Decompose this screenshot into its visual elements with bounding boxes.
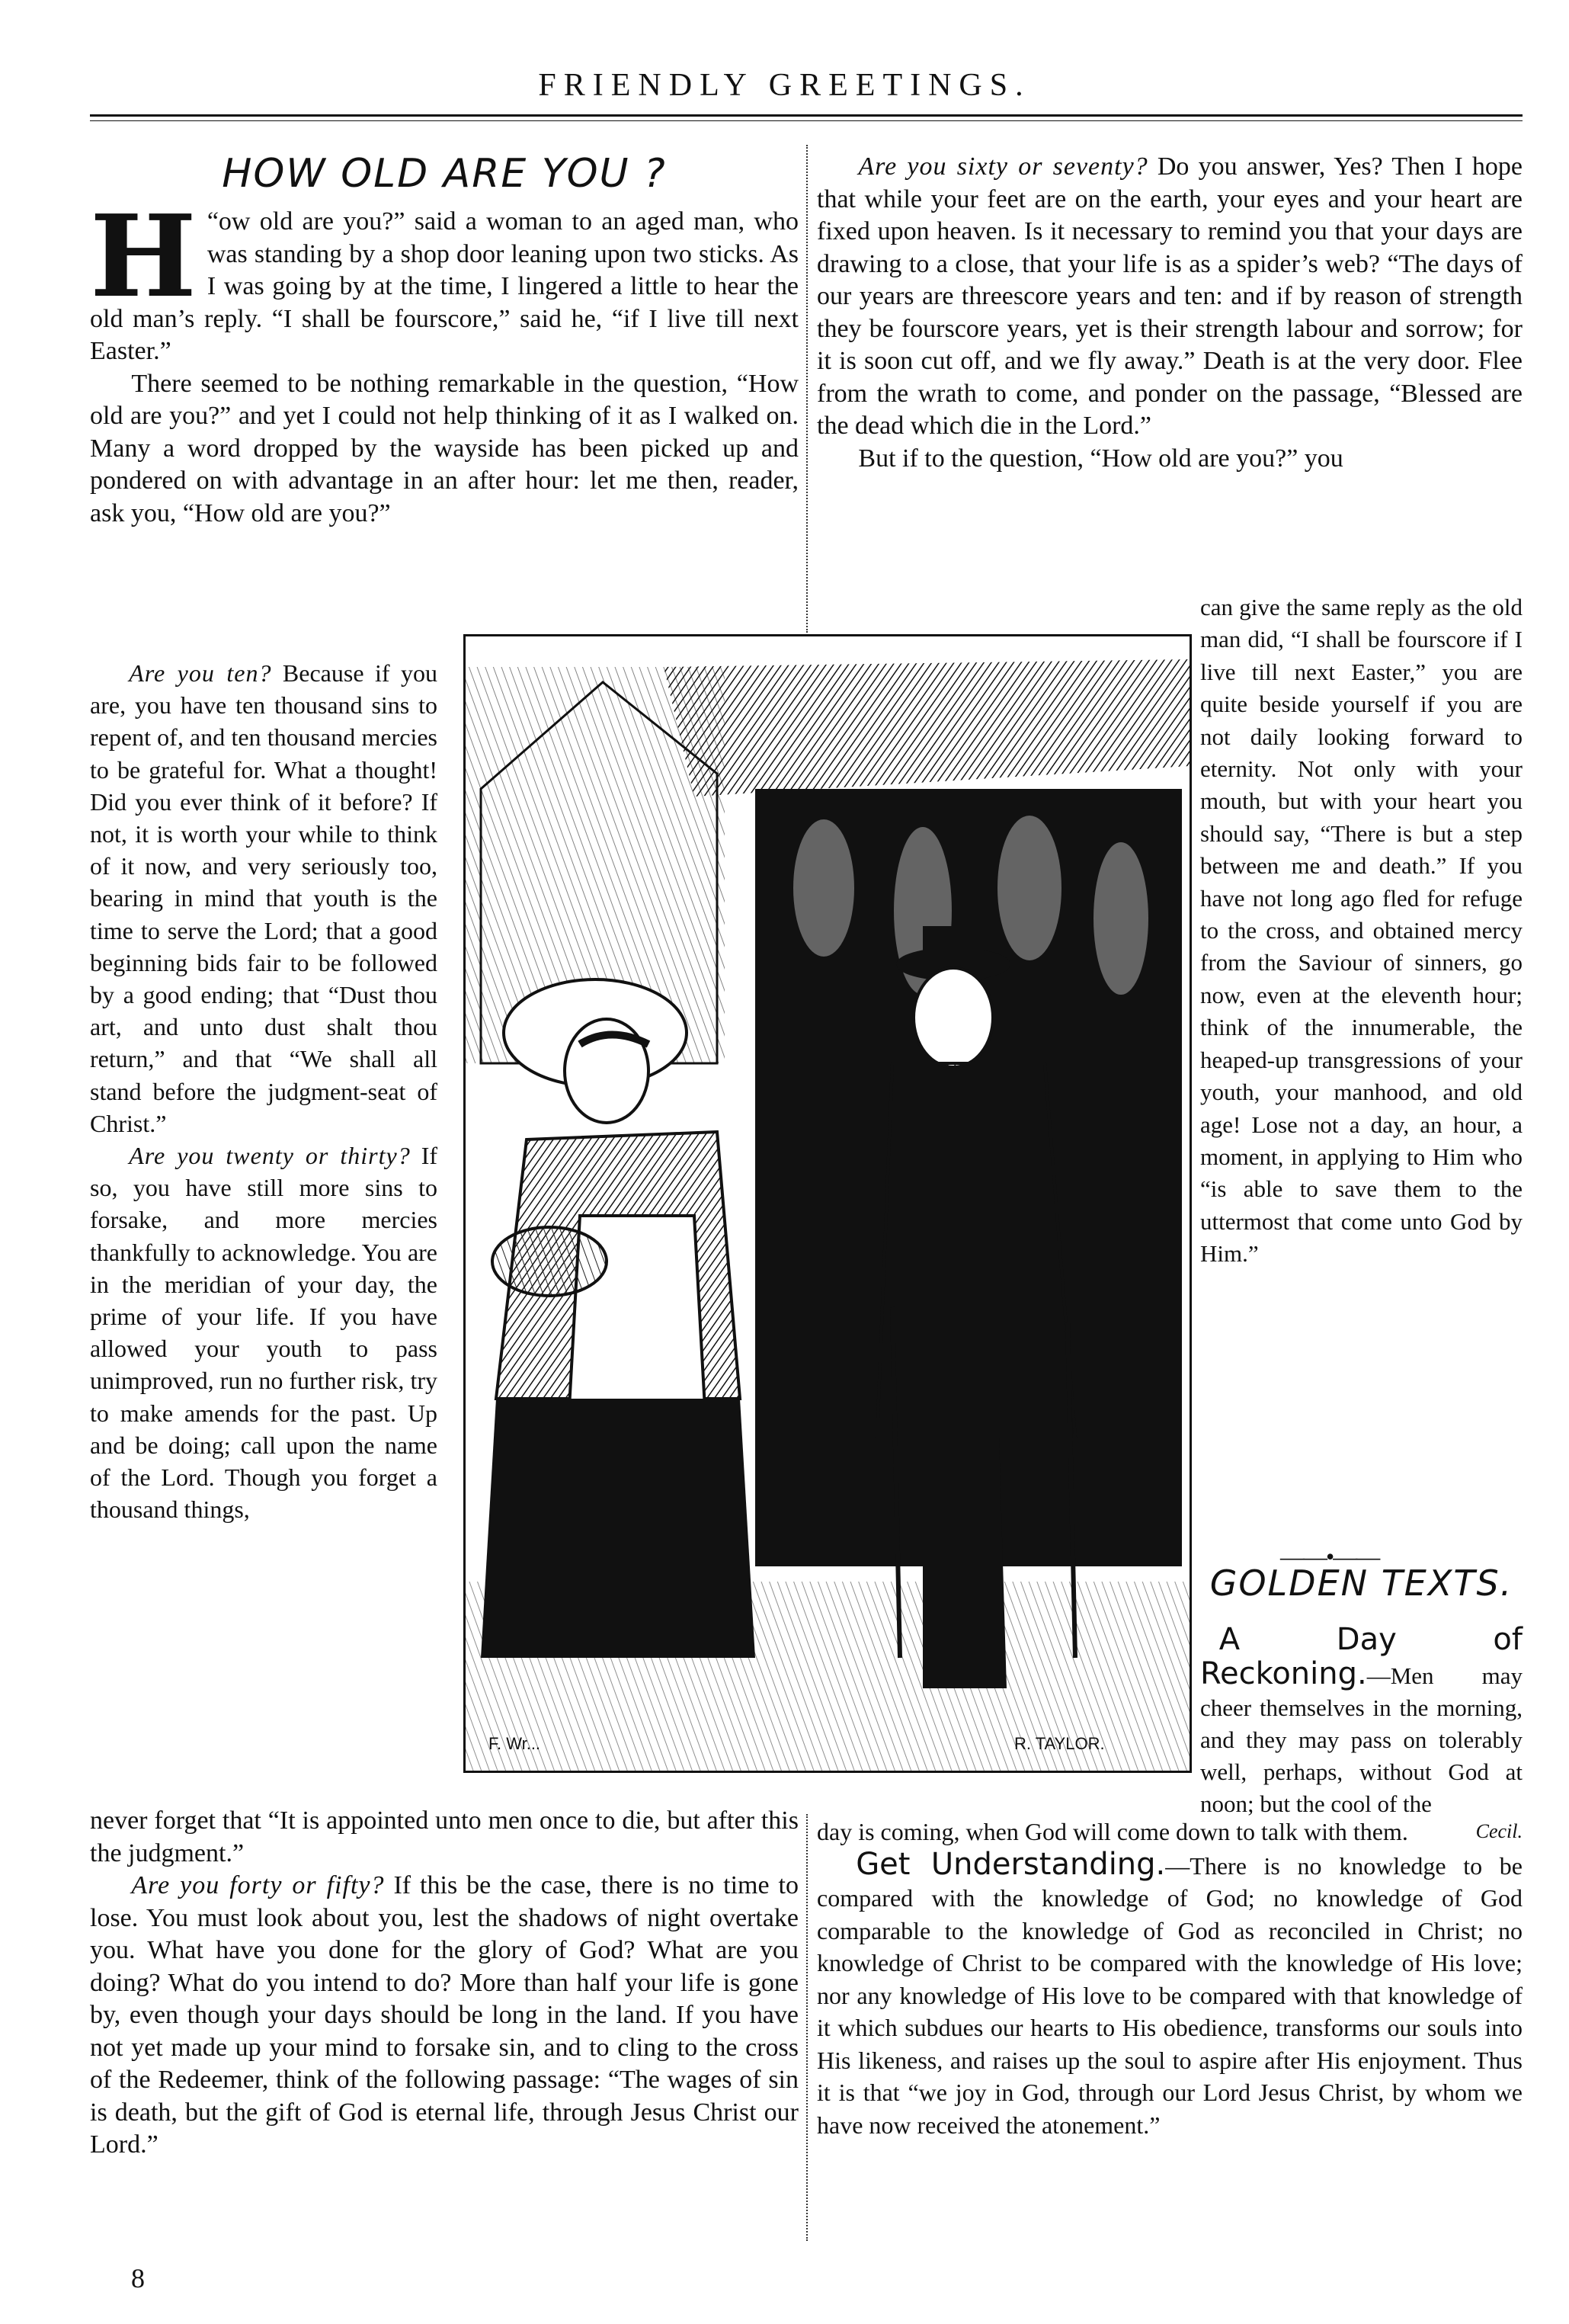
article-title: HOW OLD ARE YOU ? xyxy=(222,151,667,197)
judgment-continuation: never forget that “It is appointed unto men once to die, but after this the judgment.” xyxy=(90,1806,799,1867)
opening-paragraph: H “ow old are you?” said a woman to an aged man, who was standing by a shop door leaning upon two sticks. As I was going by at the time, I lingered a little to hear the old man’s reply. “I shall be fourscore,” said he, “if I live till next Easter.” xyxy=(90,190,799,365)
age-ten-paragraph: Are you ten? Because if you are, you have ten thousand sins to repent of, and ten thousand mercies to be grateful for. What a thought! Did you ever think of it before? If not, it is worth your while to think of it now, and very seriously too, bearing in mind that youth is the time to serve the Lord; that a good beginning bids fair to be followed by a good ending; that “Dust thou art, and unto dust shalt thou return,” and that “We shall all stand before the judgment-seat of Christ.” xyxy=(90,659,437,1137)
attribution: Cecil. xyxy=(1475,1820,1523,1842)
golden-texts-title: GOLDEN TEXTS. xyxy=(1209,1563,1513,1604)
engraving-svg xyxy=(466,636,1190,1771)
understanding-heading: Get Understanding. xyxy=(856,1846,1166,1882)
right-top-column xyxy=(817,151,1523,475)
golden-texts-bottom xyxy=(817,1816,1523,2141)
understanding-paragraph: Get Understanding.—There is no knowledge to be compared with the knowledge of God; no knowledge of God comparable to the knowledge of God as reconciled in Christ; no knowledge of Christ to be compared with the knowledge of His love; nor any knowledge of His love to be compared with that knowledge of it which subdues our hearts to His obedience, transforms our souls into His likeness, and raises up the soul to aspire after His enjoyment. Thus it is that “we joy in God, through our Lord Jesus Christ, by whom we have now received the atonement.” xyxy=(817,1846,1523,2139)
artist-signature-right: R. TAYLOR. xyxy=(1014,1734,1105,1753)
right-narrow-column xyxy=(1200,591,1523,1271)
section-ornament: ——•—— xyxy=(1280,1543,1379,1570)
age-forty-paragraph: Are you forty or fifty? If this be the case, there is no time to lose. You must look about you, lest the shadows of night overtake you. What have you done for the glory of God? What are you doing? What do you intend to do? More than half your life is gone by, even though your days should be long in the land. If you have not yet made up your mind to forsake sin, and to cling to the cross of the Redeemer, think of the following passage: “The wages of sin is death, but the gift of God is eternal life, through Jesus Christ our Lord.” xyxy=(90,1871,799,2159)
left-narrow-column xyxy=(90,657,437,1525)
column-divider-top xyxy=(806,145,808,633)
column-divider-bottom xyxy=(806,1814,808,2241)
left-bottom-column xyxy=(90,1805,799,2162)
reckoning-heading: A Day of Reckoning. xyxy=(1200,1622,1523,1691)
article-intro xyxy=(90,190,799,530)
page-number: 8 xyxy=(131,2263,145,2294)
age-sixty-paragraph: Are you sixty or seventy? Do you answer, Yes? Then I hope that while your feet are on the earth, your eyes and your heart are fixed upon heaven. Is it necessary to remind you that your days are drawing to a close, that your life is as a spider’s web? “The days of our years are threescore years and ten: and if by reason of strength they be fourscore years, yet is their strength labour and sorrow; for it is soon cut off, and we fly away.” Death is at the very door. Flee from the wrath to come, and ponder on the passage, “Blessed are the dead which die in the Lord.” xyxy=(817,152,1523,440)
reckoning-continuation: day is coming, when God will come down to talk with them. Cecil. xyxy=(817,1816,1523,1848)
golden-texts-narrow xyxy=(1200,1624,1523,1820)
eternity-paragraph: can give the same reply as the old man did, “I shall be fourscore if I live till next Easter,” you are quite beside yourself if you are not daily looking forward to eternity. Not only with your mouth, but with your heart you should say, “There is but a step between me and death.” If you have not long ago fled for refuge to the cross, and obtained mercy from the Saviour of sinners, go now, even at the eleventh hour; think of the innumerable, the heaped-up transgressions of your youth, your manhood, and old age! Lose not a day, an hour, a moment, in applying to Him who “is able to save them to the uttermost that come unto God by Him.” xyxy=(1200,594,1523,1268)
age-twenty-paragraph: Are you twenty or thirty? If so, you have still more sins to forsake, and more mercies thankfully to acknowledge. You are in the meridian of your day, the prime of your life. If you have allowed your youth to pass unimproved, run no further risk, try to make amends for the past. Up and be doing; call upon the name of the Lord. Though you forget a thousand things, xyxy=(90,1142,438,1524)
second-paragraph: There seemed to be nothing remarkable in the question, “How old are you?” and yet I could not help thinking of it as I walked on. Many a word dropped by the wayside has been picked up and pondered on with advantage in an after hour: let me then, reader, ask you, “How old are you?” xyxy=(90,369,799,527)
question-paragraph: But if to the question, “How old are you?” you xyxy=(858,444,1343,473)
masthead-title: FRIENDLY GREETINGS. xyxy=(538,68,1031,103)
engraving-illustration xyxy=(463,634,1192,1773)
header-rule xyxy=(90,114,1523,117)
reckoning-paragraph: A Day of Reckoning.—Men may cheer themselves in the morning, and they may pass on tolerably well, perhaps, without God at noon; but the cool of the xyxy=(1200,1622,1523,1817)
header-rule-thin xyxy=(90,120,1523,121)
drop-cap: H xyxy=(90,190,197,322)
artist-signature-left: F. Wr... xyxy=(488,1734,541,1753)
